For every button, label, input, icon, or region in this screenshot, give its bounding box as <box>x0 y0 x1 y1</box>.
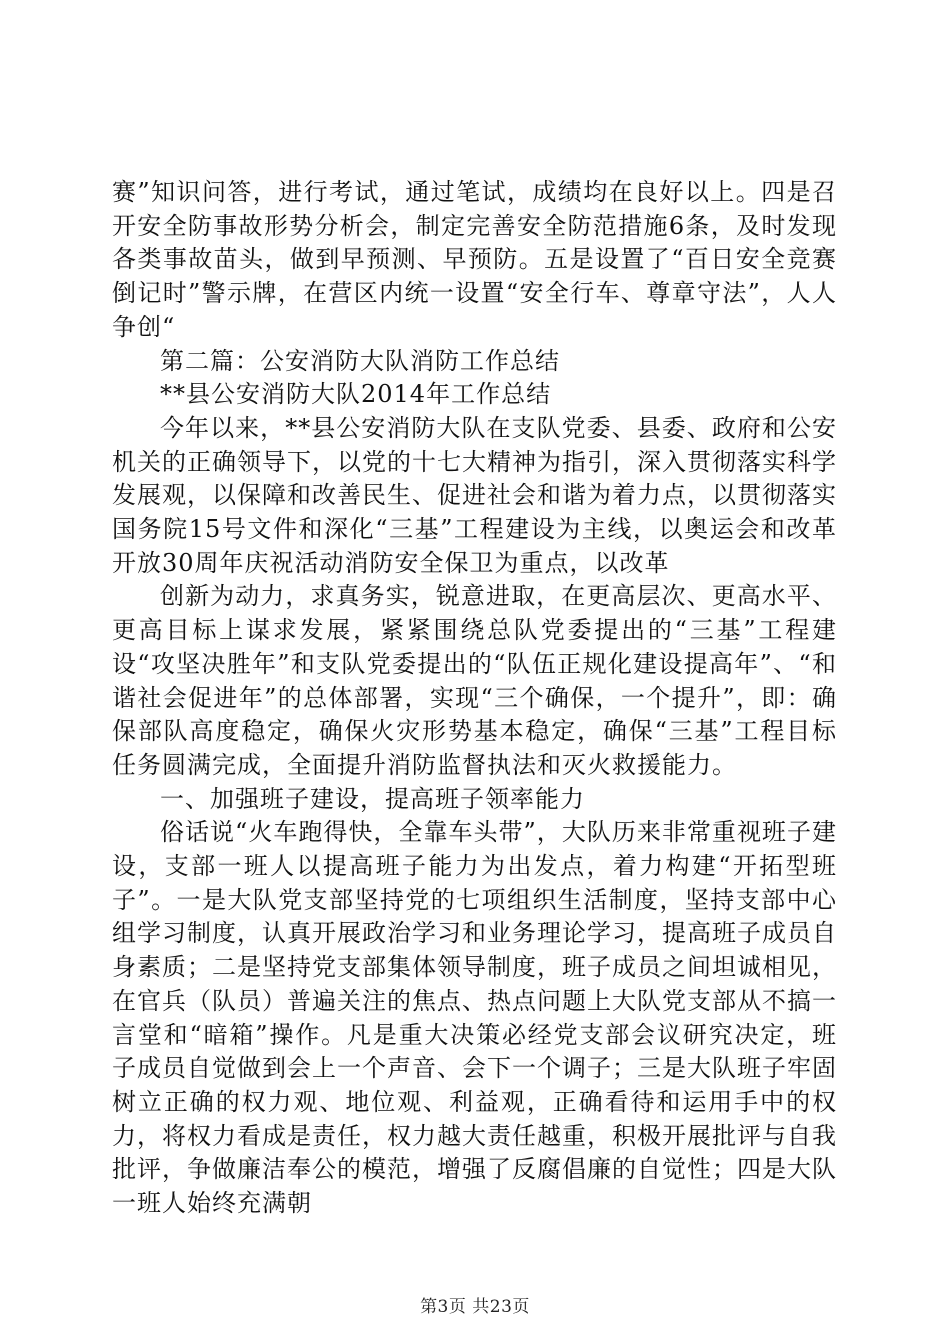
paragraph-intro: 今年以来，**县公安消防大队在支队党委、县委、政府和公安机关的正确领导下，以党的十七大精神为指引，深入贯彻落实科学发展观，以保障和改善民生、促进社会和谐为着力点，以贯彻落实国务院15号文件和深化“三基”工程建设为主线，以奥运会和改革开放30周年庆祝活动消防安全保卫为重点，以改革 <box>112 413 837 577</box>
report-title: **县公安消防大队2014年工作总结 <box>160 380 552 409</box>
document-body <box>112 176 837 1221</box>
section-heading-one: 一、加强班子建设，提高班子领率能力 <box>160 784 585 813</box>
paragraph-leadership: 俗话说“火车跑得快，全靠车头带”，大队历来非常重视班子建设，支部一班人以提高班子能力为出发点，着力构建“开拓型班子”。一是大队党支部坚持党的七项组织生活制度，坚持支部中心组学习制度，认真开展政治学习和业务理论学习，提高班子成员自身素质；二是坚持党支部集体领导制度，班子成员之间坦诚相见，在官兵（队员）普遍关注的焦点、热点问题上大队党支部从不搞一言堂和“暗箱”操作。凡是重大决策必经党支部会议研究决定，班子成员自觉做到会上一个声音、会下一个调子；三是大队班子牢固树立正确的权力观、地位观、利益观，正确看待和运用手中的权力，将权力看成是责任，权力越大责任越重，积极开展批评与自我批评，争做廉洁奉公的模范，增强了反腐倡廉的自觉性；四是大队一班人始终充满朝 <box>112 818 837 1218</box>
paragraph-goals: 创新为动力，求真务实，锐意进取，在更高层次、更高水平、更高目标上谋求发展，紧紧围绕总队党委提出的“三基”工程建设“攻坚决胜年”和支队党委提出的“队伍正规化建设提高年”、“和谐社会促进年”的总体部署，实现“三个确保，一个提升”，即：确保部队高度稳定，确保火灾形势基本稳定，确保“三基”工程目标任务圆满完成，全面提升消防监督执法和灭火救援能力。 <box>112 582 837 779</box>
page-number-footer: 第3页 共23页 <box>420 1297 530 1317</box>
section-heading-part-two: 第二篇：公安消防大队消防工作总结 <box>160 346 560 375</box>
paragraph-continuation: 赛”知识问答，进行考试，通过笔试，成绩均在良好以上。四是召开安全防事故形势分析会，制定完善安全防范措施6条，及时发现各类事故苗头，做到早预测、早预防。五是设置了“百日安全竞赛倒记时”警示牌，在营区内统一设置“安全行车、尊章守法”，人人争创“ <box>112 178 837 341</box>
